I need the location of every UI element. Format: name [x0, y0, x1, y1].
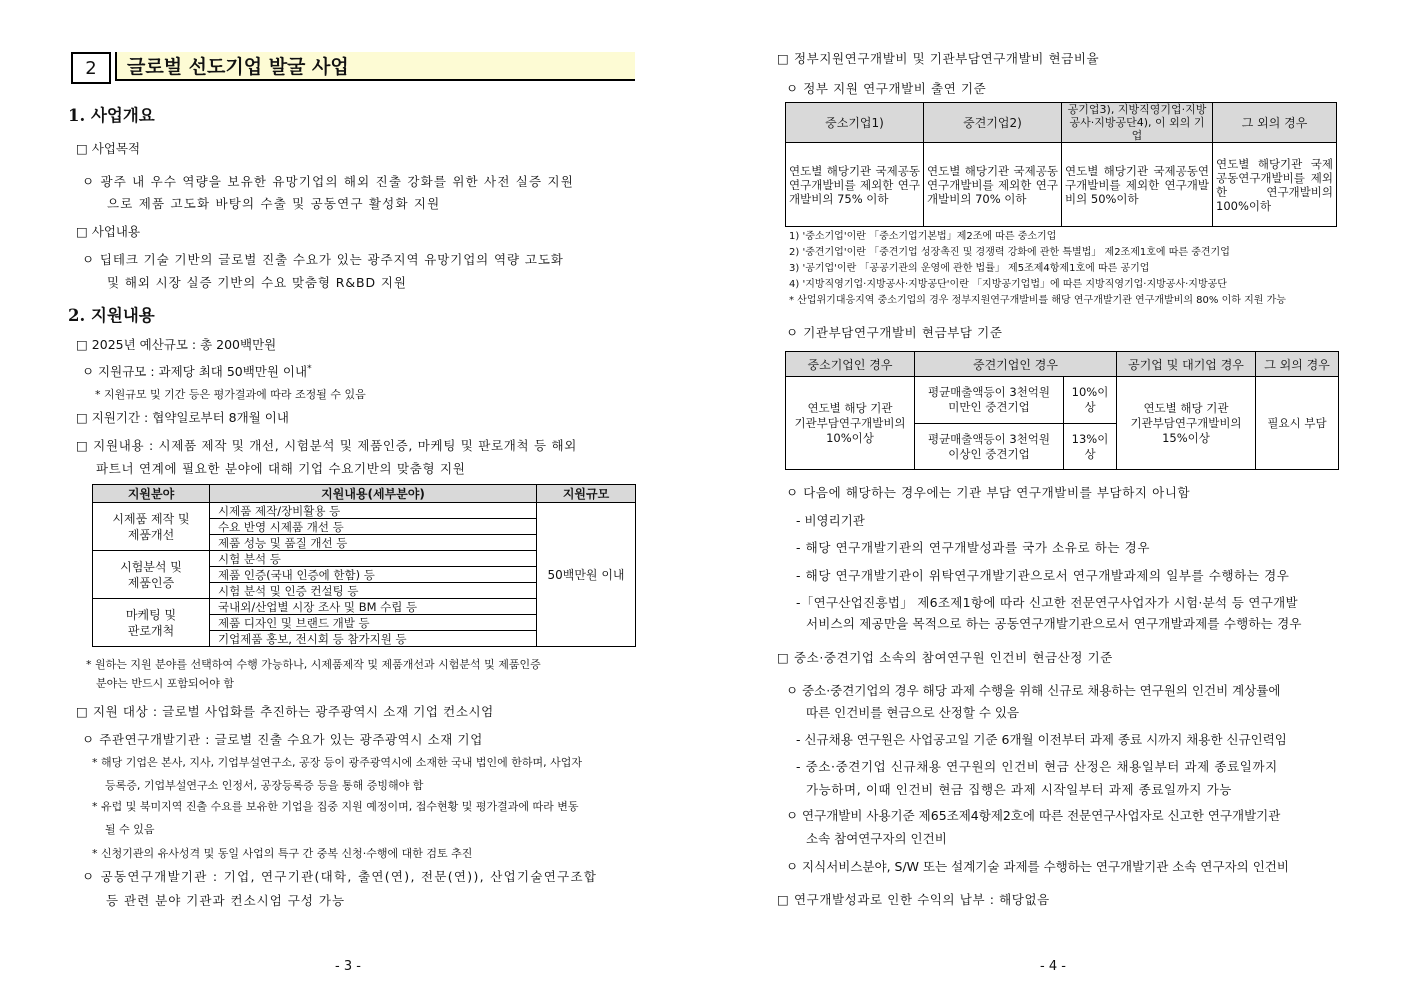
- cash-ratio-heading: □ 정부지원연구개발비 및 기관부담연구개발비 현금비율: [777, 51, 1100, 66]
- page-number-right: - 4 -: [1040, 959, 1066, 974]
- gov-cell-public: 연도별 해당기관 국제공동연구개발비를 제외한 연구개발비의 50%이하: [1062, 143, 1213, 227]
- lead-note-3: * 신청기관의 유사성격 및 동일 사업의 특구 간 중복 신청·수행에 대한 검토 추진: [92, 847, 473, 860]
- target-line: □ 지원 대상 : 글로벌 사업화를 추진하는 광주광역시 소재 기업 컨소시엄: [76, 704, 494, 719]
- content-line-2: 및 해외 시장 실증 기반의 수요 맞춤형 R&BD 지원: [107, 275, 407, 290]
- col-scale: 지원규모: [537, 485, 636, 503]
- scale-line: [82, 362, 312, 380]
- exempt-4b: 서비스의 제공만을 목적으로 하는 공동연구개발기관으로서 연구개발과제를 수행하는 경우: [806, 616, 1302, 631]
- purpose-line-1: ㅇ 광주 내 우수 역량을 보유한 유망기업의 해외 진출 강화를 위한 사전 실증 지원: [82, 174, 575, 189]
- gov-cell-other: 연도별 해당기관 국제공동연구개발비를 제외한 연구개발비의 100%이하: [1213, 143, 1337, 227]
- inst-cell-mid-b: 평균매출액등이 3천억원 이상인 중견기업: [915, 424, 1064, 470]
- labor-3b: 가능하며, 이때 인건비 현금 집행은 과제 시작일부터 과제 종료일까지 가능: [806, 782, 1232, 797]
- labor-1a: ㅇ 중소·중견기업의 경우 해당 과제 수행을 위해 신규로 채용하는 연구원의 인건비 계상률에: [786, 683, 1281, 698]
- inst-cell-mid-b-pct: 13%이상: [1064, 424, 1117, 470]
- exempt-2: - 해당 연구개발기관의 연구개발성과를 국가 소유로 하는 경우: [796, 540, 1150, 555]
- inst-col-sme: 중소기업인 경우: [786, 352, 915, 377]
- support-line-1: □ 지원내용 : 시제품 제작 및 개선, 시험분석 및 제품인증, 마케팅 및 판로개척 등 해외: [76, 438, 577, 453]
- exempt-3: - 해당 연구개발기관이 위탁연구개발기관으로서 연구개발과제의 일부를 수행하는 경우: [796, 568, 1290, 583]
- item-testing-2: 제품 인증(국내 인증에 한함) 등: [210, 567, 536, 583]
- exempt-4a: -「연구산업진흥법」 제6조제1항에 따라 신고한 전문연구사업자가 시험·분석 등 연구개발: [796, 595, 1298, 610]
- scale-star: *: [307, 363, 312, 374]
- item-testing-1: 시험 분석 등: [210, 551, 536, 567]
- heading-overview: 1. 사업개요: [68, 106, 155, 125]
- lead-note-2a: * 유럽 및 북미지역 진출 수요를 보유한 기업을 집중 지원 예정이며, 접수현황 및 평가결과에 따라 변동: [92, 800, 579, 813]
- labor-3a: - 중소·중견기업 신규채용 연구원의 인건비 현금 산정은 채용일부터 과제 종료일까지: [796, 759, 1278, 774]
- exempt-1: - 비영리기관: [796, 513, 865, 528]
- section-title: [115, 52, 635, 81]
- table-note-1: * 원하는 지원 분야를 선택하여 수행 가능하나, 시제품제작 및 제품개선과 시험분석 및 제품인증: [86, 658, 541, 671]
- col-content: 지원내용(세부분야): [210, 485, 537, 503]
- gov-col-mid: 중견기업2): [924, 103, 1062, 143]
- lead-note-1b: 등록증, 기업부설연구소 인정서, 공장등록증 등을 통해 증빙해야 함: [105, 779, 424, 792]
- inst-col-other: 그 외의 경우: [1256, 352, 1339, 377]
- inst-cell-other: 필요시 부담: [1256, 377, 1339, 470]
- inst-cell-sme: 연도별 해당 기관 기관부담연구개발비의 10%이상: [786, 377, 915, 470]
- gov-standard-line: ㅇ 정부 지원 연구개발비 출연 기준: [786, 81, 987, 96]
- section-number: 2: [71, 52, 111, 84]
- table-note-2: 분야는 반드시 포함되어야 함: [96, 677, 235, 690]
- lead-note-2b: 될 수 있음: [105, 823, 155, 836]
- labor-1b: 따른 인건비를 현금으로 산정할 수 있음: [806, 705, 1020, 720]
- revenue-line: □ 연구개발성과로 인한 수익의 납부 : 해당없음: [777, 892, 1050, 907]
- footnote-1: 1) '중소기업'이란 「중소기업기본법」제2조에 따른 중소기업: [789, 231, 1057, 242]
- heading-support: 2. 지원내용: [68, 306, 155, 325]
- gov-col-sme: 중소기업1): [786, 103, 924, 143]
- col-field: 지원분야: [93, 485, 210, 503]
- item-testing-3: 시험 분석 및 인증 컨설팅 등: [218, 584, 359, 598]
- labor-4a: ㅇ 연구개발비 사용기준 제65조제4항제2호에 따른 전문연구사업자로 신고한 연구개발기관: [786, 808, 1281, 823]
- field-marketing: 마케팅 및 판로개척: [93, 599, 210, 647]
- inst-cell-mid-a: 평균매출액등이 3천억원 미만인 중견기업: [915, 377, 1064, 424]
- labor-heading: □ 중소·중견기업 소속의 참여연구원 인건비 현금산정 기준: [777, 650, 1113, 665]
- inst-burden-table: [785, 351, 1339, 470]
- section-title-text: 글로벌 선도기업 발굴 사업: [127, 56, 349, 78]
- field-testing: 시험분석 및 제품인증: [93, 551, 210, 599]
- labor-4b: 소속 참여연구자의 인건비: [806, 831, 947, 846]
- item-prototype-2: 수요 반영 시제품 개선 등: [210, 519, 536, 535]
- support-scale-cell: 50백만원 이내: [537, 503, 636, 647]
- inst-cell-mid-a-pct: 10%이상: [1064, 377, 1117, 424]
- inst-cell-public: 연도별 해당 기관 기관부담연구개발비의 15%이상: [1117, 377, 1256, 470]
- footnote-2: 2) '중견기업'이란 「중견기업 성장촉진 및 경쟁력 강화에 관한 특별법」 제2조제1호에 따른 중견기업: [789, 247, 1230, 258]
- page-number-left: - 3 -: [335, 959, 361, 974]
- inst-col-public: 공기업 및 대기업 경우: [1117, 352, 1256, 377]
- item-prototype-3: 제품 성능 및 품질 개선 등: [218, 536, 348, 550]
- lead-line: ㅇ 주관연구개발기관 : 글로벌 진출 수요가 있는 광주광역시 소재 기업: [82, 732, 483, 747]
- gov-cell-sme: 연도별 해당기관 국제공동연구개발비를 제외한 연구개발비의 75% 이하: [786, 143, 924, 227]
- joint-line-1: ㅇ 공동연구개발기관 : 기업, 연구기관(대학, 출연(연), 전문(연)), 산업기술연구조합: [82, 869, 598, 884]
- gov-cell-mid: 연도별 해당기관 국제공동연구개발비를 제외한 연구개발비의 70% 이하: [924, 143, 1062, 227]
- purpose-line-2: 으로 제품 고도화 바탕의 수출 및 공동연구 활성화 지원: [107, 196, 441, 211]
- content-line-1: ㅇ 딥테크 기술 기반의 글로벌 진출 수요가 있는 광주지역 유망기업의 역량 고도화: [82, 252, 564, 267]
- gov-footnotes: [789, 229, 1286, 309]
- footnote-4: 4) '지방직영기업·지방공사·지방공단'이란 「지방공기업법」에 따른 지방직영기업·지방공사·지방공단: [789, 279, 1227, 290]
- item-marketing-2: 제품 디자인 및 브랜드 개발 등: [210, 615, 536, 631]
- period-line: □ 지원기간 : 협약일로부터 8개월 이내: [76, 410, 289, 425]
- field-prototype: 시제품 제작 및 제품개선: [93, 503, 210, 551]
- content-heading: □ 사업내용: [76, 224, 141, 239]
- gov-funding-table: [785, 102, 1337, 227]
- purpose-heading: □ 사업목적: [76, 141, 141, 156]
- inst-standard-line: ㅇ 기관부담연구개발비 현금부담 기준: [786, 325, 1003, 340]
- footnote-5: * 산업위기대응지역 중소기업의 경우 정부지원연구개발비를 해당 연구개발기관 연구개발비의 80% 이하 지원 가능: [789, 295, 1286, 306]
- footnote-3: 3) '공기업'이란 「공공기관의 운영에 관한 법률」 제5조제4항제1호에 따른 공기업: [789, 263, 1150, 274]
- scale-text: ㅇ 지원규모 : 과제당 최대 50백만원 이내: [82, 364, 308, 379]
- labor-5: ㅇ 지식서비스분야, S/W 또는 설계기술 과제를 수행하는 연구개발기관 소속 연구자의 인건비: [786, 859, 1289, 874]
- joint-line-2: 등 관련 분야 기관과 컨소시엄 구성 가능: [106, 893, 346, 908]
- labor-2: - 신규채용 연구원은 사업공고일 기준 6개월 이전부터 과제 종료 시까지 채용한 신규인력임: [796, 732, 1287, 747]
- gov-col-public: 공기업3), 지방직영기업·지방공사·지방공단4), 이 외의 기업: [1062, 103, 1213, 143]
- budget-line: □ 2025년 예산규모 : 총 200백만원: [76, 337, 277, 352]
- item-prototype-1: 시제품 제작/장비활용 등: [210, 503, 536, 519]
- item-marketing-1: 국내외/산업별 시장 조사 및 BM 수립 등: [210, 599, 536, 615]
- gov-col-other: 그 외의 경우: [1213, 103, 1337, 143]
- inst-col-mid: 중견기업인 경우: [915, 352, 1117, 377]
- exempt-line: ㅇ 다음에 해당하는 경우에는 기관 부담 연구개발비를 부담하지 아니함: [786, 485, 1191, 500]
- scale-note: * 지원규모 및 기간 등은 평가결과에 따라 조정될 수 있음: [95, 388, 366, 401]
- support-table: [92, 484, 636, 647]
- item-marketing-3: 기업제품 홍보, 전시회 등 참가지원 등: [218, 632, 407, 646]
- lead-note-1a: * 해당 기업은 본사, 지사, 기업부설연구소, 공장 등이 광주광역시에 소재한 국내 법인에 한하며, 사업자: [92, 756, 582, 769]
- support-line-2: 파트너 연계에 필요한 분야에 대해 기업 수요기반의 맞춤형 지원: [96, 461, 466, 476]
